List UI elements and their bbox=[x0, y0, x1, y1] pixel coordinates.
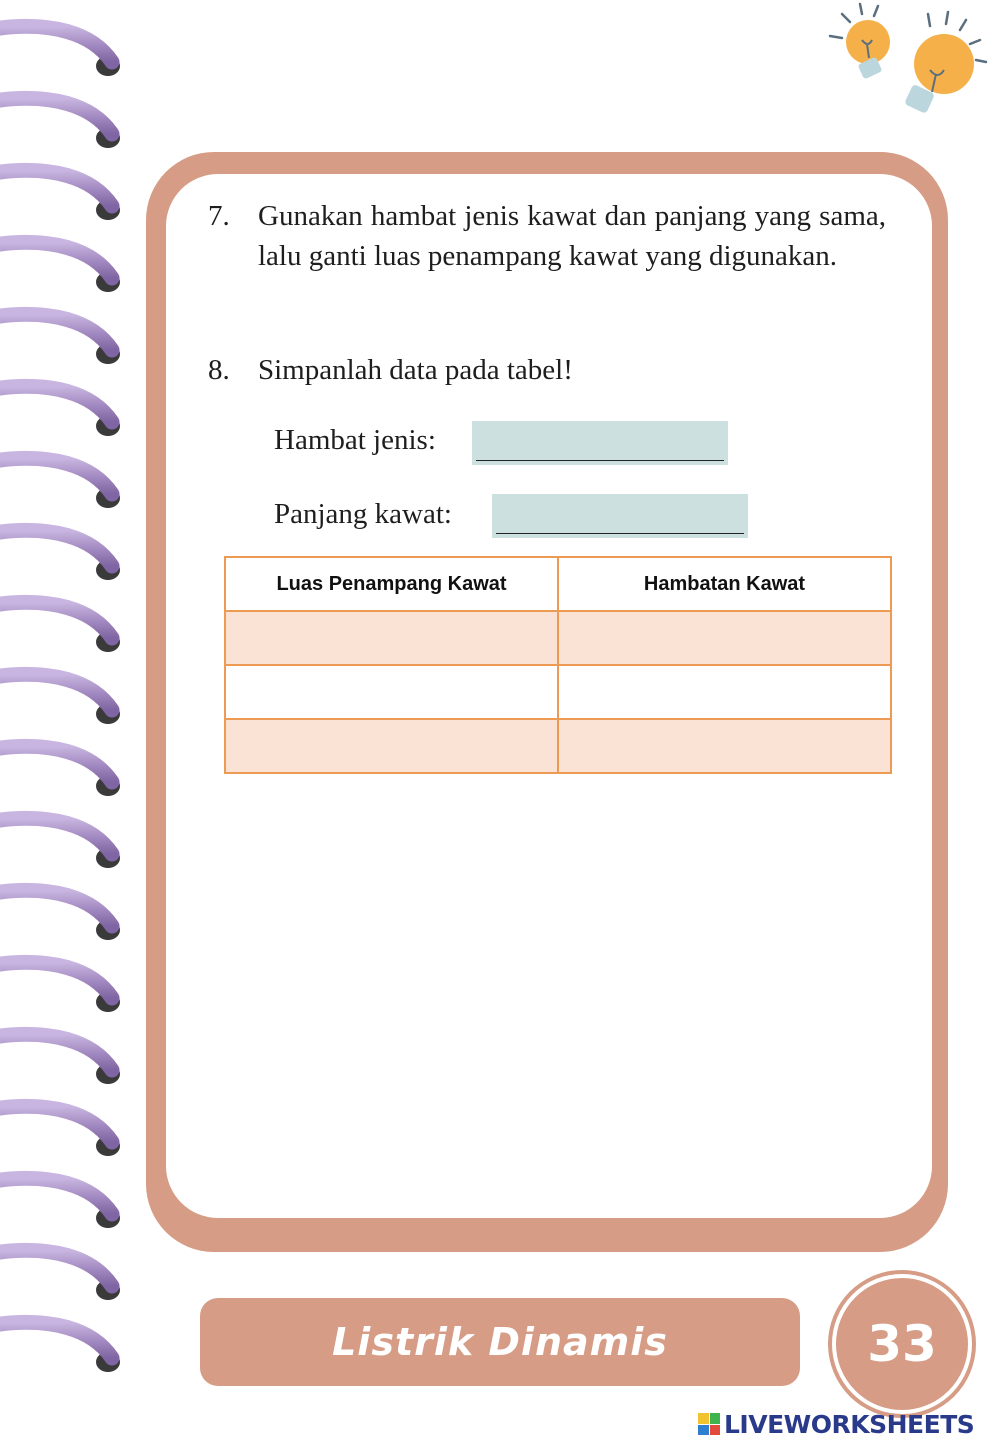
spiral-ring bbox=[0, 674, 120, 724]
step-7 bbox=[208, 196, 888, 316]
spiral-ring bbox=[0, 746, 120, 796]
spiral-ring bbox=[0, 1178, 120, 1228]
step-text: Gunakan hambat jenis kawat dan panjang yang sama, lalu ganti luas penampang kawat yang digunakan. bbox=[258, 200, 886, 272]
spiral-ring bbox=[0, 1322, 120, 1372]
brand-name: LIVEWORKSHEETS bbox=[724, 1409, 975, 1439]
cell-input[interactable] bbox=[559, 720, 890, 772]
spiral-ring bbox=[0, 1034, 120, 1084]
spiral-ring bbox=[0, 170, 120, 220]
data-table bbox=[224, 556, 892, 774]
table-cell bbox=[225, 719, 558, 773]
spiral-ring bbox=[0, 890, 120, 940]
spiral-ring bbox=[0, 962, 120, 1012]
table-row bbox=[225, 719, 891, 773]
spiral-ring bbox=[0, 26, 120, 76]
liveworksheets-logo bbox=[698, 1410, 974, 1438]
cell-input[interactable] bbox=[559, 612, 890, 664]
table-row bbox=[225, 665, 891, 719]
hambat-jenis-input[interactable] bbox=[476, 425, 724, 461]
header-hambatan: Hambatan Kawat bbox=[558, 557, 891, 611]
spiral-ring bbox=[0, 818, 120, 868]
page-number-badge bbox=[832, 1274, 972, 1414]
panjang-kawat-field bbox=[492, 494, 748, 538]
spiral-ring bbox=[0, 386, 120, 436]
page-number: 33 bbox=[867, 1315, 937, 1373]
spiral-ring bbox=[0, 1250, 120, 1300]
spiral-ring bbox=[0, 1106, 120, 1156]
spiral-binding bbox=[0, 0, 140, 1443]
panjang-kawat-input[interactable] bbox=[496, 498, 744, 534]
step-8 bbox=[208, 350, 888, 394]
table-cell bbox=[558, 665, 891, 719]
spiral-ring bbox=[0, 602, 120, 652]
chapter-banner bbox=[200, 1298, 800, 1386]
spiral-ring bbox=[0, 530, 120, 580]
lightbulb-icon bbox=[820, 0, 1000, 130]
spiral-ring bbox=[0, 98, 120, 148]
step-number: 8. bbox=[208, 354, 230, 386]
cell-input[interactable] bbox=[559, 666, 890, 718]
table-cell bbox=[558, 719, 891, 773]
cell-input[interactable] bbox=[226, 666, 557, 718]
step-text: Simpanlah data pada tabel! bbox=[258, 354, 573, 386]
table-cell bbox=[225, 665, 558, 719]
step-number: 7. bbox=[208, 200, 230, 232]
table-cell bbox=[558, 611, 891, 665]
cell-input[interactable] bbox=[226, 720, 557, 772]
table-cell bbox=[225, 611, 558, 665]
table-row bbox=[225, 611, 891, 665]
panjang-kawat-label: Panjang kawat: bbox=[274, 498, 452, 530]
header-luas-penampang: Luas Penampang Kawat bbox=[225, 557, 558, 611]
spiral-ring bbox=[0, 242, 120, 292]
table-header-row bbox=[225, 557, 891, 611]
hambat-jenis-label: Hambat jenis: bbox=[274, 424, 436, 456]
spiral-ring bbox=[0, 458, 120, 508]
cell-input[interactable] bbox=[226, 612, 557, 664]
hambat-jenis-field bbox=[472, 421, 728, 465]
spiral-ring bbox=[0, 314, 120, 364]
liveworksheets-icon bbox=[698, 1413, 720, 1435]
chapter-title: Listrik Dinamis bbox=[332, 1320, 668, 1364]
